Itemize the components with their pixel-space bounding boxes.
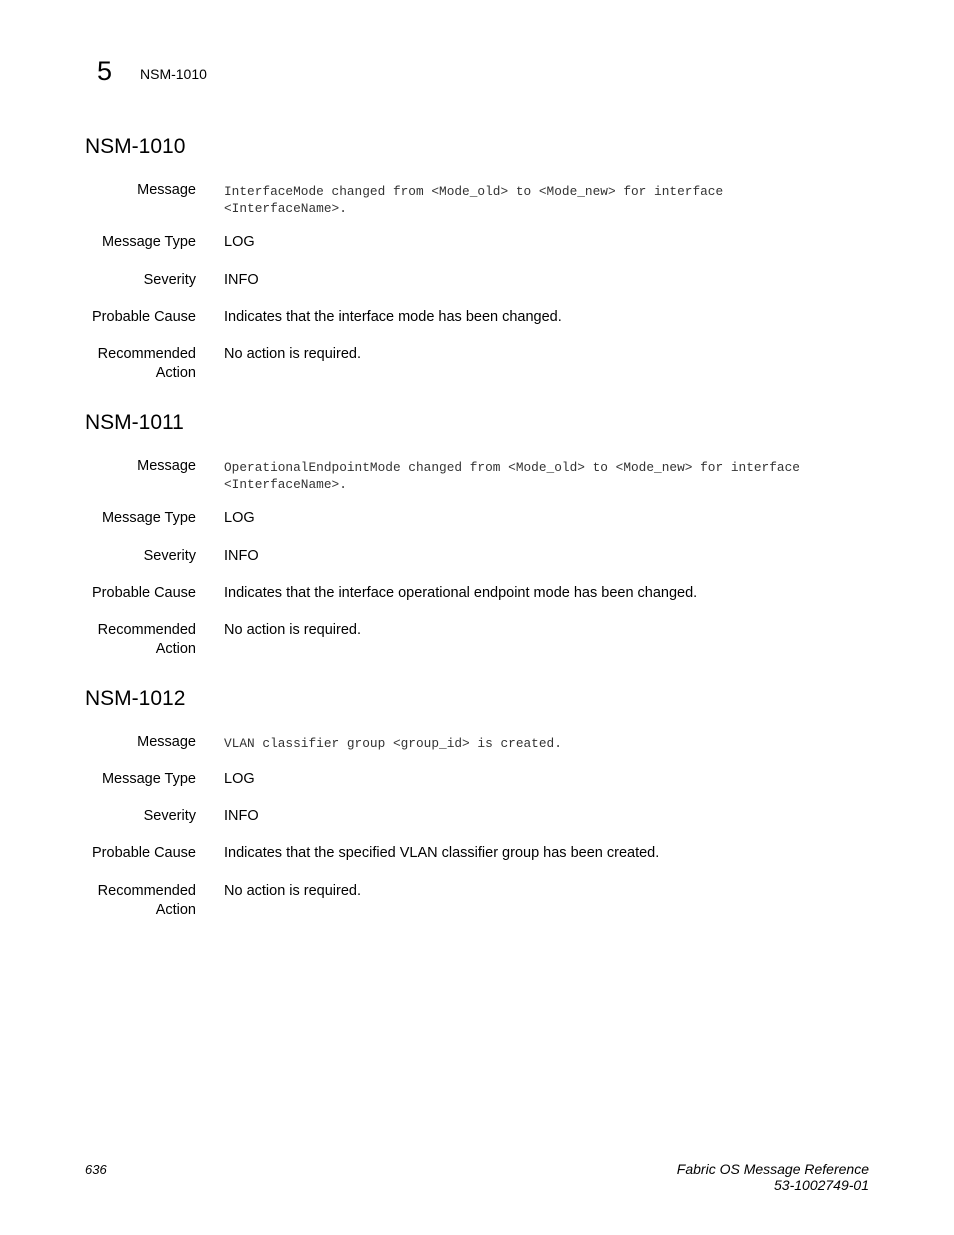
message-label: Message — [137, 458, 196, 474]
recommended-action-label — [60, 621, 196, 659]
message-type-label: Message Type — [101, 234, 196, 250]
message-line-1: InterfaceMode changed from <Mode_old> to <Mode_new> for interface — [224, 184, 724, 199]
recommended-action-value: No action is required. — [224, 346, 362, 362]
message-label: Message — [137, 734, 196, 750]
section-title: NSM-1011 — [85, 411, 184, 434]
probable-cause-label: Probable Cause — [92, 309, 196, 325]
message-type-label: Message Type — [101, 771, 196, 787]
running-head: NSM-1010 — [140, 66, 207, 82]
label-line-1: Recommended — [97, 346, 196, 362]
message-type-value: LOG — [224, 771, 255, 787]
recommended-action-value: No action is required. — [224, 883, 362, 899]
recommended-action-label — [60, 882, 196, 920]
page-number: 636 — [85, 1162, 107, 1177]
recommended-action-value: No action is required. — [224, 622, 362, 638]
severity-value: INFO — [224, 548, 259, 564]
message-text — [224, 183, 864, 217]
probable-cause-label: Probable Cause — [92, 845, 196, 861]
probable-cause-label: Probable Cause — [92, 585, 196, 601]
severity-label: Severity — [143, 548, 196, 564]
severity-value: INFO — [224, 272, 259, 288]
probable-cause-value: Indicates that the specified VLAN classifier group has been created. — [224, 845, 660, 861]
message-line-2: <InterfaceName>. — [224, 201, 347, 216]
message-line-1: OperationalEndpointMode changed from <Mode_old> to <Mode_new> for interface — [224, 460, 800, 475]
severity-label: Severity — [143, 808, 196, 824]
label-line-1: Recommended — [97, 883, 196, 899]
doc-number: 53-1002749-01 — [774, 1177, 869, 1193]
chapter-number: 5 — [97, 56, 113, 86]
message-type-value: LOG — [224, 234, 255, 250]
section-title: NSM-1012 — [85, 687, 186, 710]
label-line-1: Recommended — [97, 622, 196, 638]
recommended-action-label — [60, 345, 196, 383]
label-line-2: Action — [155, 902, 196, 918]
label-line-2: Action — [155, 365, 196, 381]
message-label: Message — [137, 182, 196, 198]
message-text — [224, 459, 864, 493]
message-line-2: <InterfaceName>. — [224, 477, 347, 492]
message-text: VLAN classifier group <group_id> is created. — [224, 736, 562, 751]
label-line-2: Action — [155, 641, 196, 657]
severity-label: Severity — [143, 272, 196, 288]
probable-cause-value: Indicates that the interface operational endpoint mode has been changed. — [224, 585, 698, 601]
severity-value: INFO — [224, 808, 259, 824]
section-title: NSM-1010 — [85, 135, 186, 158]
message-type-value: LOG — [224, 510, 255, 526]
message-type-label: Message Type — [101, 510, 196, 526]
probable-cause-value: Indicates that the interface mode has been changed. — [224, 309, 562, 325]
footer-doc-info — [677, 1161, 869, 1193]
doc-title: Fabric OS Message Reference — [676, 1161, 869, 1177]
